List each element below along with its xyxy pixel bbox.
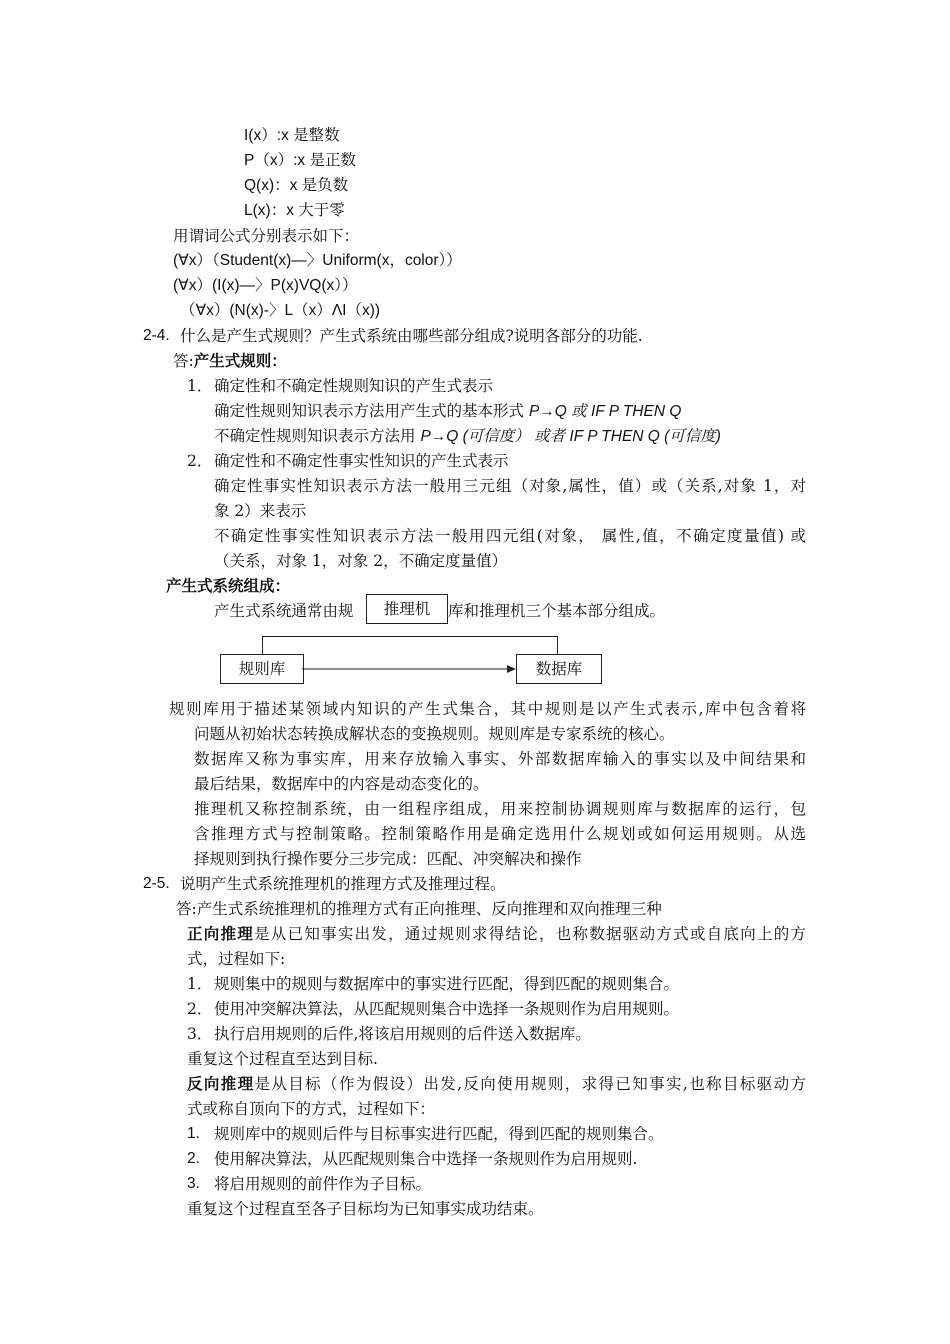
rulebase-box xyxy=(220,654,304,684)
database-box xyxy=(516,654,602,684)
fwd-step3-text: 执行启用规则的后件,将该启用规则的后件送入数据库。 xyxy=(214,1025,591,1043)
formula-3: （∀x）(N(x)-〉L（x）ΛI（x)) xyxy=(180,302,381,319)
diagram-arrow xyxy=(302,662,518,676)
para1-line2: 问题从初始状态转换成解状态的变换规则。规则库是专家系统的核心。 xyxy=(194,725,675,743)
forward-heading: 正向推理 xyxy=(187,924,255,943)
item2-line4: （关系，对象 1，对象 2，不确定度量值） xyxy=(214,552,508,570)
item1-line1-text: 确定性规则知识表示方法用产生式的基本形式 xyxy=(214,402,529,420)
bwd-step3-num: 3. xyxy=(187,1175,200,1192)
formula-intro: 用谓词公式分别表示如下： xyxy=(173,227,360,245)
para3-line2: 含推理方式与控制策略。控制策略作用是确定选用什么规划或如何运用规则。从选 xyxy=(194,825,806,843)
item1-line1-formula: P→Q 或 IF P THEN Q xyxy=(528,403,682,420)
q24-question: 什么是产生式规则？产生式系统由哪些部分组成?说明各部分的功能. xyxy=(180,327,643,345)
backward-line1 xyxy=(187,1073,806,1095)
forward-text: 是从已知事实出发，通过规则求得结论，也称数据驱动方式或自底向上的方 xyxy=(254,925,806,943)
item2-title: 确定性和不确定性事实性知识的产生式表示 xyxy=(214,452,509,470)
item1-title: 确定性和不确定性规则知识的产生式表示 xyxy=(214,377,494,395)
production-rule-heading: 产生式规则： xyxy=(193,351,287,370)
q24-answer-heading xyxy=(173,350,287,372)
item2-line1: 确定性事实性知识表示方法一般用三元组（对象,属性，值）或（关系,对象 1，对 xyxy=(214,477,806,495)
def-q: Q(x)：x 是负数 xyxy=(244,177,349,194)
q25-number: 2-5. xyxy=(143,875,170,892)
forward-line2: 式，过程如下: xyxy=(187,950,286,968)
answer-prefix: 答: xyxy=(173,352,194,370)
fwd-step2-num: 2． xyxy=(187,1000,213,1018)
diagram-top-line xyxy=(262,636,558,637)
rulebase-label: 规则库 xyxy=(238,660,286,678)
bwd-step2-text: 使用解决算法，从匹配规则集合中选择一条规则作为启用规则. xyxy=(214,1150,638,1168)
formula-1: (∀x）（Student(x)—〉Uniform(x，color）） xyxy=(173,252,462,269)
para3-line1: 推理机又称控制系统，由一组程序组成，用来控制协调规则库与数据库的运行，包 xyxy=(194,800,806,818)
backward-text: 是从目标（作为假设）出发,反向使用规则，求得已知事实,也称目标驱动方 xyxy=(254,1075,806,1093)
bwd-step2-num: 2. xyxy=(187,1150,200,1167)
def-p: P（x）:x 是正数 xyxy=(244,152,356,169)
item1-num: 1． xyxy=(187,377,213,395)
para3-line3: 择规则到执行操作要分三步完成：匹配、冲突解决和操作 xyxy=(194,850,582,868)
engine-label: 推理机 xyxy=(383,600,431,618)
para2-line2: 最后结果，数据库中的内容是动态变化的。 xyxy=(194,775,489,793)
system-line-a: 产生式系统通常由规 xyxy=(214,602,354,620)
q25-question: 说明产生式系统推理机的推理方式及推理过程。 xyxy=(180,875,506,893)
def-l: L(x)：x 大于零 xyxy=(244,202,345,219)
item2-line3: 不确定性事实性知识表示方法一般用四元组(对象， 属性,值，不确定度量值) 或 xyxy=(214,527,806,545)
system-line-b: 库和推理机三个基本部分组成。 xyxy=(448,602,666,620)
backward-line2: 式或称自顶向下的方式，过程如下： xyxy=(187,1100,436,1118)
para2-line1: 数据库又称为事实库，用来存放输入事实、外部数据库输入的事实以及中间结果和 xyxy=(194,750,806,768)
engine-box xyxy=(366,594,448,624)
item2-line2: 象 2）来表示 xyxy=(214,502,307,520)
fwd-step3-num: 3． xyxy=(187,1025,213,1043)
diagram-left-connector xyxy=(262,636,263,654)
system-heading: 产生式系统组成： xyxy=(166,576,291,595)
formula-2: (∀x）(I(x)—〉P(x)VQ(x）） xyxy=(173,277,358,294)
fwd-step2-text: 使用冲突解决算法，从匹配规则集合中选择一条规则作为启用规则。 xyxy=(214,1000,680,1018)
backward-heading: 反向推理 xyxy=(187,1074,255,1093)
item1-line2-formula: P→Q (可信度） 或者 IF P THEN Q (可信度) xyxy=(420,428,721,445)
item1-line1 xyxy=(214,400,681,423)
database-label: 数据库 xyxy=(535,660,583,678)
bwd-step3-text: 将启用规则的前件作为子目标。 xyxy=(214,1175,432,1193)
backward-repeat: 重复这个过程直至各子目标均为已知事实成功结束。 xyxy=(187,1200,544,1218)
item1-line2 xyxy=(214,425,721,448)
item1-line2-text: 不确定性规则知识表示方法用 xyxy=(214,427,421,445)
para1-line1: 规则库用于描述某领域内知识的产生式集合，其中规则是以产生式表示,库中包含着将 xyxy=(169,700,806,718)
q25-answer: 答:产生式系统推理机的推理方式有正向推理、反向推理和双向推理三种 xyxy=(176,900,662,918)
def-i: I(x）:x 是整数 xyxy=(244,127,340,144)
fwd-step1-num: 1． xyxy=(187,975,213,993)
forward-line1 xyxy=(187,923,806,945)
bwd-step1-text: 规则库中的规则后件与目标事实进行匹配，得到匹配的规则集合。 xyxy=(214,1125,664,1143)
forward-repeat: 重复这个过程直至达到目标. xyxy=(187,1050,378,1068)
fwd-step1-text: 规则集中的规则与数据库中的事实进行匹配，得到匹配的规则集合。 xyxy=(214,975,680,993)
diagram-right-connector xyxy=(557,636,558,654)
q24-number: 2-4. xyxy=(143,327,170,344)
item2-num: 2． xyxy=(187,452,213,470)
bwd-step1-num: 1. xyxy=(187,1125,200,1142)
